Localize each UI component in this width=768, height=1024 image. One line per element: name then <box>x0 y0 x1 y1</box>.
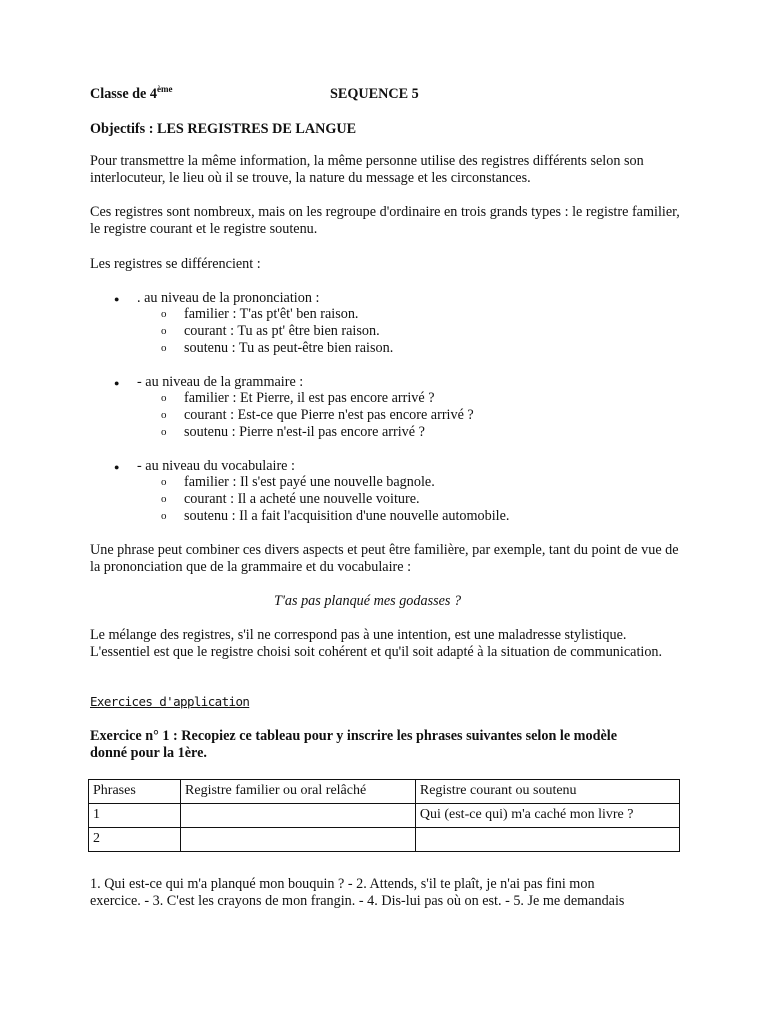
level-item: courant : Est-ce que Pierre n'est pas encore arrivé ? <box>184 407 474 423</box>
table-cell <box>181 804 416 828</box>
level-item: familier : Et Pierre, il est pas encore arrivé ? <box>184 390 435 406</box>
sub-bullet-icon: o <box>161 308 167 320</box>
table-header-cell: Registre familier ou oral relâché <box>181 780 416 804</box>
level-title: - au niveau de la grammaire : <box>137 374 304 390</box>
bullet-icon: ● <box>114 378 120 388</box>
table-cell: 1 <box>89 804 181 828</box>
exercise-sentences-cont: exercice. - 3. C'est les crayons de mon frangin. - 4. Dis-lui pas où on est. - 5. Je me demandais <box>90 893 625 909</box>
paragraph-mixing: Le mélange des registres, s'il ne correspond pas à une intention, est une maladresse stylistique. L'essentiel est que le registre choisi soit cohérent et qu'il soit adapté à la situation de communication. <box>90 627 663 660</box>
level-title: - au niveau du vocabulaire : <box>137 458 295 474</box>
exercises-heading: Exercices d'application <box>90 694 250 709</box>
level-item: courant : Tu as pt' être bien raison. <box>184 323 380 339</box>
level-title: . au niveau de la prononciation : <box>137 290 320 306</box>
class-label: Classe de 4ème <box>90 84 173 102</box>
sub-bullet-icon: o <box>161 409 167 421</box>
paragraph-combine: Une phrase peut combiner ces divers aspects et peut être familière, par exemple, tant du point de vue de la prononciation que de la grammaire et du vocabulaire : <box>90 542 679 575</box>
table-header-cell: Registre courant ou soutenu <box>415 780 679 804</box>
objectives-heading: Objectifs : LES REGISTRES DE LANGUE <box>90 121 357 137</box>
table-cell <box>415 828 679 852</box>
level-item: courant : Il a acheté une nouvelle voiture. <box>184 491 420 507</box>
level-item: soutenu : Pierre n'est-il pas encore arrivé ? <box>184 424 425 440</box>
level-item: familier : Il s'est payé une nouvelle bagnole. <box>184 474 435 490</box>
table-row <box>89 804 680 828</box>
level-item: soutenu : Tu as peut-être bien raison. <box>184 340 394 356</box>
table-header-cell: Phrases <box>89 780 181 804</box>
sub-bullet-icon: o <box>161 510 167 522</box>
sub-bullet-icon: o <box>161 493 167 505</box>
bullet-icon: ● <box>114 462 120 472</box>
sequence-title: SEQUENCE 5 <box>330 86 419 102</box>
exercise-sentences: 1. Qui est-ce qui m'a planqué mon bouquin ? - 2. Attends, s'il te plaît, je n'ai pas fini mon <box>90 876 595 892</box>
sub-bullet-icon: o <box>161 342 167 354</box>
exercise-table <box>88 779 680 852</box>
exercise-1-title-cont: donné pour la 1ère. <box>90 745 207 761</box>
table-cell: Qui (est-ce qui) m'a caché mon livre ? <box>415 804 679 828</box>
sub-bullet-icon: o <box>161 426 167 438</box>
table-cell: 2 <box>89 828 181 852</box>
sub-bullet-icon: o <box>161 392 167 404</box>
bullet-icon: ● <box>114 294 120 304</box>
sub-bullet-icon: o <box>161 476 167 488</box>
table-row <box>89 828 680 852</box>
level-item: soutenu : Il a fait l'acquisition d'une nouvelle automobile. <box>184 508 510 524</box>
level-item: familier : T'as pt'êt' ben raison. <box>184 306 359 322</box>
paragraph-intro: Pour transmettre la même information, la même personne utilise des registres différents selon son interlocuteur, le lieu où il se trouve, la nature du message et les circonstances. <box>90 153 644 186</box>
paragraph-differ: Les registres se différencient : <box>90 256 261 272</box>
example-sentence: T'as pas planqué mes godasses ? <box>274 593 462 609</box>
sub-bullet-icon: o <box>161 325 167 337</box>
table-header-row <box>89 780 680 804</box>
exercise-1-title: Exercice n° 1 : Recopiez ce tableau pour y inscrire les phrases suivantes selon le modèle <box>90 728 618 744</box>
table-cell <box>181 828 416 852</box>
paragraph-types: Ces registres sont nombreux, mais on les regroupe d'ordinaire en trois grands types : le registre familier, le registre courant et le registre soutenu. <box>90 204 680 237</box>
